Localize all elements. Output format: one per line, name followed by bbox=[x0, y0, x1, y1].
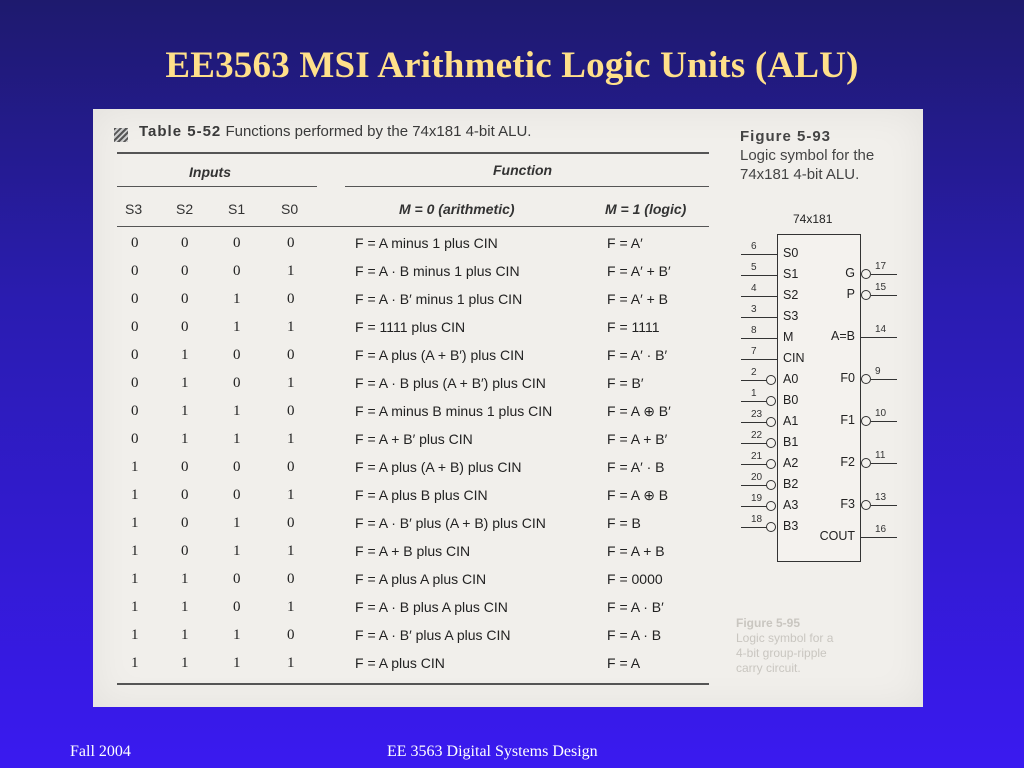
arithmetic-function-cell: F = 1111 plus CIN bbox=[355, 319, 466, 335]
pin-name: B2 bbox=[783, 477, 799, 491]
pin-name: F0 bbox=[840, 371, 855, 385]
table-number: Table 5-52 bbox=[139, 123, 222, 140]
select-bit-cell: 0 bbox=[287, 291, 295, 307]
pin-number: 15 bbox=[875, 282, 887, 293]
logic-function-cell: F = A ⊕ B bbox=[607, 487, 669, 503]
pin-number: 21 bbox=[751, 451, 763, 462]
pin-lead bbox=[871, 421, 897, 422]
faded-caption-line1: Logic symbol for a bbox=[736, 631, 834, 645]
pin-number: 22 bbox=[751, 430, 763, 441]
pin-lead bbox=[741, 254, 777, 255]
pin-number: 3 bbox=[751, 304, 757, 315]
logic-function-cell: F = A′ · B bbox=[607, 459, 665, 475]
pin-name: A1 bbox=[783, 414, 799, 428]
inversion-bubble bbox=[766, 522, 776, 532]
table-row bbox=[93, 319, 713, 347]
pin-name: P bbox=[846, 287, 855, 301]
table-row bbox=[93, 263, 713, 291]
header-s1: S1 bbox=[228, 201, 246, 217]
inversion-bubble bbox=[766, 501, 776, 511]
pin-name: F3 bbox=[840, 497, 855, 511]
logic-function-cell: F = A bbox=[607, 655, 641, 671]
function-group-header: Function bbox=[493, 162, 553, 178]
arithmetic-function-cell: F = A · B′ minus 1 plus CIN bbox=[355, 291, 523, 307]
select-bit-cell: 1 bbox=[233, 655, 241, 671]
select-bit-cell: 0 bbox=[181, 319, 189, 335]
pin-lead bbox=[871, 379, 897, 380]
logic-function-cell: F = A′ + B′ bbox=[607, 263, 671, 279]
header-logic: M = 1 (logic) bbox=[605, 201, 687, 217]
select-bit-cell: 0 bbox=[287, 235, 295, 251]
inversion-bubble bbox=[766, 396, 776, 406]
pin-lead bbox=[741, 380, 767, 381]
select-bit-cell: 0 bbox=[287, 459, 295, 475]
inputs-group-header: Inputs bbox=[189, 164, 231, 180]
pin-number: 8 bbox=[751, 325, 757, 336]
header-s3: S3 bbox=[125, 201, 143, 217]
pin-name: F1 bbox=[840, 413, 855, 427]
pin-number: 13 bbox=[875, 492, 887, 503]
pin-number: 18 bbox=[751, 514, 763, 525]
pin-name: S2 bbox=[783, 288, 799, 302]
table-row bbox=[93, 599, 713, 627]
select-bit-cell: 1 bbox=[131, 627, 139, 643]
logic-function-cell: F = A + B bbox=[607, 543, 665, 559]
select-bit-cell: 1 bbox=[287, 599, 295, 615]
pin-number: 4 bbox=[751, 283, 757, 294]
select-bit-cell: 0 bbox=[181, 235, 189, 251]
pin-name: S1 bbox=[783, 267, 799, 281]
pin-lead bbox=[741, 359, 777, 360]
pin-lead bbox=[741, 296, 777, 297]
select-bit-cell: 0 bbox=[131, 375, 139, 391]
select-bit-cell: 0 bbox=[287, 571, 295, 587]
select-bit-cell: 1 bbox=[233, 431, 241, 447]
logic-function-cell: F = A′ · B′ bbox=[607, 347, 668, 363]
select-bit-cell: 0 bbox=[181, 543, 189, 559]
header-s2: S2 bbox=[176, 201, 194, 217]
select-bit-cell: 0 bbox=[287, 627, 295, 643]
logic-function-cell: F = 0000 bbox=[607, 571, 663, 587]
select-bit-cell: 1 bbox=[233, 319, 241, 335]
chip-name: 74x181 bbox=[793, 212, 833, 226]
inputs-group-rule bbox=[117, 186, 317, 187]
header-bottom-rule bbox=[117, 226, 709, 227]
select-bit-cell: 1 bbox=[233, 403, 241, 419]
select-bit-cell: 0 bbox=[181, 263, 189, 279]
pin-number: 9 bbox=[875, 366, 881, 377]
logic-function-cell: F = B bbox=[607, 515, 641, 531]
select-bit-cell: 0 bbox=[131, 235, 139, 251]
logic-function-cell: F = A ⊕ B′ bbox=[607, 403, 671, 419]
select-bit-cell: 1 bbox=[287, 543, 295, 559]
select-bit-cell: 0 bbox=[233, 459, 241, 475]
select-bit-cell: 1 bbox=[233, 515, 241, 531]
pin-lead bbox=[871, 274, 897, 275]
slide-title: EE3563 MSI Arithmetic Logic Units (ALU) bbox=[165, 45, 859, 86]
table-row bbox=[93, 431, 713, 459]
footer-date: Fall 2004 bbox=[70, 743, 131, 760]
select-bit-cell: 1 bbox=[181, 375, 189, 391]
pin-lead bbox=[741, 485, 767, 486]
logic-function-cell: F = A · B′ bbox=[607, 599, 664, 615]
select-bit-cell: 1 bbox=[181, 403, 189, 419]
select-bit-cell: 1 bbox=[233, 291, 241, 307]
table-marker-icon bbox=[114, 128, 128, 142]
pin-lead bbox=[861, 537, 897, 538]
table-row bbox=[93, 655, 713, 683]
pin-name: CIN bbox=[783, 351, 805, 365]
figure-heading bbox=[740, 127, 874, 184]
faded-caption-line2: 4-bit group-ripple bbox=[736, 646, 827, 660]
select-bit-cell: 0 bbox=[287, 403, 295, 419]
arithmetic-function-cell: F = A plus (A + B) plus CIN bbox=[355, 459, 522, 475]
table-row bbox=[93, 571, 713, 599]
pin-lead bbox=[741, 401, 767, 402]
faded-figure-number: Figure 5-95 bbox=[736, 616, 801, 630]
pin-number: 17 bbox=[875, 261, 887, 272]
logic-function-cell: F = A + B′ bbox=[607, 431, 668, 447]
inversion-bubble bbox=[861, 416, 871, 426]
select-bit-cell: 0 bbox=[131, 263, 139, 279]
pin-lead bbox=[741, 338, 777, 339]
select-bit-cell: 0 bbox=[181, 515, 189, 531]
pin-name: S0 bbox=[783, 246, 799, 260]
pin-lead bbox=[871, 505, 897, 506]
pin-number: 1 bbox=[751, 388, 757, 399]
figure-number: Figure 5-93 bbox=[740, 128, 832, 145]
select-bit-cell: 1 bbox=[131, 515, 139, 531]
logic-function-cell: F = A · B bbox=[607, 627, 662, 643]
arithmetic-function-cell: F = A minus B minus 1 plus CIN bbox=[355, 403, 553, 419]
faded-caption-line3: carry circuit. bbox=[736, 661, 801, 675]
pin-number: 16 bbox=[875, 524, 887, 535]
select-bit-cell: 1 bbox=[131, 655, 139, 671]
pin-name: A2 bbox=[783, 456, 799, 470]
pin-name: G bbox=[845, 266, 855, 280]
pin-name: B3 bbox=[783, 519, 799, 533]
select-bit-cell: 0 bbox=[131, 319, 139, 335]
table-heading bbox=[139, 123, 531, 140]
pin-lead bbox=[741, 527, 767, 528]
inversion-bubble bbox=[861, 500, 871, 510]
inversion-bubble bbox=[861, 290, 871, 300]
inversion-bubble bbox=[766, 480, 776, 490]
select-bit-cell: 1 bbox=[287, 487, 295, 503]
arithmetic-function-cell: F = A plus CIN bbox=[355, 655, 445, 671]
pin-name: A=B bbox=[831, 329, 855, 343]
select-bit-cell: 0 bbox=[287, 347, 295, 363]
table-row bbox=[93, 347, 713, 375]
select-bit-cell: 1 bbox=[287, 319, 295, 335]
select-bit-cell: 1 bbox=[181, 655, 189, 671]
table-row bbox=[93, 291, 713, 319]
arithmetic-function-cell: F = A · B plus A plus CIN bbox=[355, 599, 508, 615]
select-bit-cell: 0 bbox=[233, 599, 241, 615]
select-bit-cell: 0 bbox=[181, 487, 189, 503]
select-bit-cell: 1 bbox=[181, 627, 189, 643]
logic-function-cell: F = A′ bbox=[607, 235, 643, 251]
table-row bbox=[93, 543, 713, 571]
pin-number: 19 bbox=[751, 493, 763, 504]
select-bit-cell: 1 bbox=[287, 375, 295, 391]
arithmetic-function-cell: F = A plus A plus CIN bbox=[355, 571, 487, 587]
select-bit-cell: 0 bbox=[233, 375, 241, 391]
select-bit-cell: 1 bbox=[181, 431, 189, 447]
pin-lead bbox=[741, 443, 767, 444]
pin-name: F2 bbox=[840, 455, 855, 469]
table-bottom-rule bbox=[117, 683, 709, 685]
logic-function-cell: F = A′ + B bbox=[607, 291, 668, 307]
select-bit-cell: 0 bbox=[181, 459, 189, 475]
select-bit-cell: 0 bbox=[233, 235, 241, 251]
pin-number: 11 bbox=[875, 450, 886, 461]
table-row bbox=[93, 459, 713, 487]
pin-lead bbox=[741, 317, 777, 318]
table-caption: Functions performed by the 74x181 4-bit ALU. bbox=[225, 123, 532, 140]
pin-name: B0 bbox=[783, 393, 799, 407]
select-bit-cell: 0 bbox=[233, 347, 241, 363]
select-bit-cell: 1 bbox=[287, 655, 295, 671]
arithmetic-function-cell: F = A · B′ plus A plus CIN bbox=[355, 627, 511, 643]
inversion-bubble bbox=[861, 458, 871, 468]
table-top-rule bbox=[117, 152, 709, 154]
figure-caption-line2: 74x181 4-bit ALU. bbox=[740, 166, 860, 183]
select-bit-cell: 1 bbox=[233, 543, 241, 559]
function-group-rule bbox=[345, 186, 709, 187]
faded-figure-caption bbox=[736, 616, 833, 676]
select-bit-cell: 1 bbox=[131, 459, 139, 475]
arithmetic-function-cell: F = A plus B plus CIN bbox=[355, 487, 488, 503]
arithmetic-function-cell: F = A + B′ plus CIN bbox=[355, 431, 473, 447]
pin-name: M bbox=[783, 330, 794, 344]
arithmetic-function-cell: F = A · B plus (A + B′) plus CIN bbox=[355, 375, 546, 391]
pin-lead bbox=[741, 275, 777, 276]
select-bit-cell: 0 bbox=[131, 403, 139, 419]
select-bit-cell: 0 bbox=[233, 571, 241, 587]
inversion-bubble bbox=[861, 269, 871, 279]
table-row bbox=[93, 515, 713, 543]
select-bit-cell: 1 bbox=[181, 571, 189, 587]
inversion-bubble bbox=[861, 374, 871, 384]
select-bit-cell: 0 bbox=[181, 291, 189, 307]
footer-course: EE 3563 Digital Systems Design bbox=[387, 743, 598, 760]
select-bit-cell: 0 bbox=[233, 263, 241, 279]
select-bit-cell: 1 bbox=[181, 599, 189, 615]
pin-number: 23 bbox=[751, 409, 763, 420]
select-bit-cell: 0 bbox=[233, 487, 241, 503]
scanned-figure bbox=[93, 109, 923, 707]
select-bit-cell: 1 bbox=[131, 487, 139, 503]
pin-number: 5 bbox=[751, 262, 757, 273]
header-arithmetic: M = 0 (arithmetic) bbox=[399, 201, 515, 217]
table-row bbox=[93, 627, 713, 655]
pin-lead bbox=[871, 295, 897, 296]
pin-name: B1 bbox=[783, 435, 799, 449]
pin-number: 6 bbox=[751, 241, 757, 252]
logic-function-cell: F = 1111 bbox=[607, 319, 660, 335]
arithmetic-function-cell: F = A + B plus CIN bbox=[355, 543, 471, 559]
inversion-bubble bbox=[766, 375, 776, 385]
select-bit-cell: 1 bbox=[233, 627, 241, 643]
header-s0: S0 bbox=[281, 201, 299, 217]
inversion-bubble bbox=[766, 459, 776, 469]
inversion-bubble bbox=[766, 438, 776, 448]
select-bit-cell: 1 bbox=[131, 571, 139, 587]
pin-name: A3 bbox=[783, 498, 799, 512]
pin-lead bbox=[741, 506, 767, 507]
pin-lead bbox=[861, 337, 897, 338]
pin-number: 10 bbox=[875, 408, 887, 419]
select-bit-cell: 1 bbox=[287, 263, 295, 279]
table-row bbox=[93, 403, 713, 431]
arithmetic-function-cell: F = A · B minus 1 plus CIN bbox=[355, 263, 520, 279]
table-row bbox=[93, 235, 713, 263]
select-bit-cell: 1 bbox=[131, 599, 139, 615]
pin-name: S3 bbox=[783, 309, 799, 323]
pin-number: 7 bbox=[751, 346, 757, 357]
select-bit-cell: 1 bbox=[287, 431, 295, 447]
arithmetic-function-cell: F = A · B′ plus (A + B) plus CIN bbox=[355, 515, 546, 531]
pin-name: A0 bbox=[783, 372, 799, 386]
arithmetic-function-cell: F = A plus (A + B′) plus CIN bbox=[355, 347, 525, 363]
table-row bbox=[93, 375, 713, 403]
pin-number: 14 bbox=[875, 324, 887, 335]
pin-number: 2 bbox=[751, 367, 757, 378]
pin-lead bbox=[741, 422, 767, 423]
arithmetic-function-cell: F = A minus 1 plus CIN bbox=[355, 235, 498, 251]
figure-caption-line1: Logic symbol for the bbox=[740, 147, 875, 164]
select-bit-cell: 0 bbox=[131, 347, 139, 363]
select-bit-cell: 1 bbox=[131, 543, 139, 559]
select-bit-cell: 1 bbox=[181, 347, 189, 363]
pin-name: COUT bbox=[819, 529, 855, 543]
select-bit-cell: 0 bbox=[287, 515, 295, 531]
pin-lead bbox=[741, 464, 767, 465]
pin-lead bbox=[871, 463, 897, 464]
table-row bbox=[93, 487, 713, 515]
pin-number: 20 bbox=[751, 472, 763, 483]
logic-function-cell: F = B′ bbox=[607, 375, 644, 391]
inversion-bubble bbox=[766, 417, 776, 427]
select-bit-cell: 0 bbox=[131, 291, 139, 307]
select-bit-cell: 0 bbox=[131, 431, 139, 447]
